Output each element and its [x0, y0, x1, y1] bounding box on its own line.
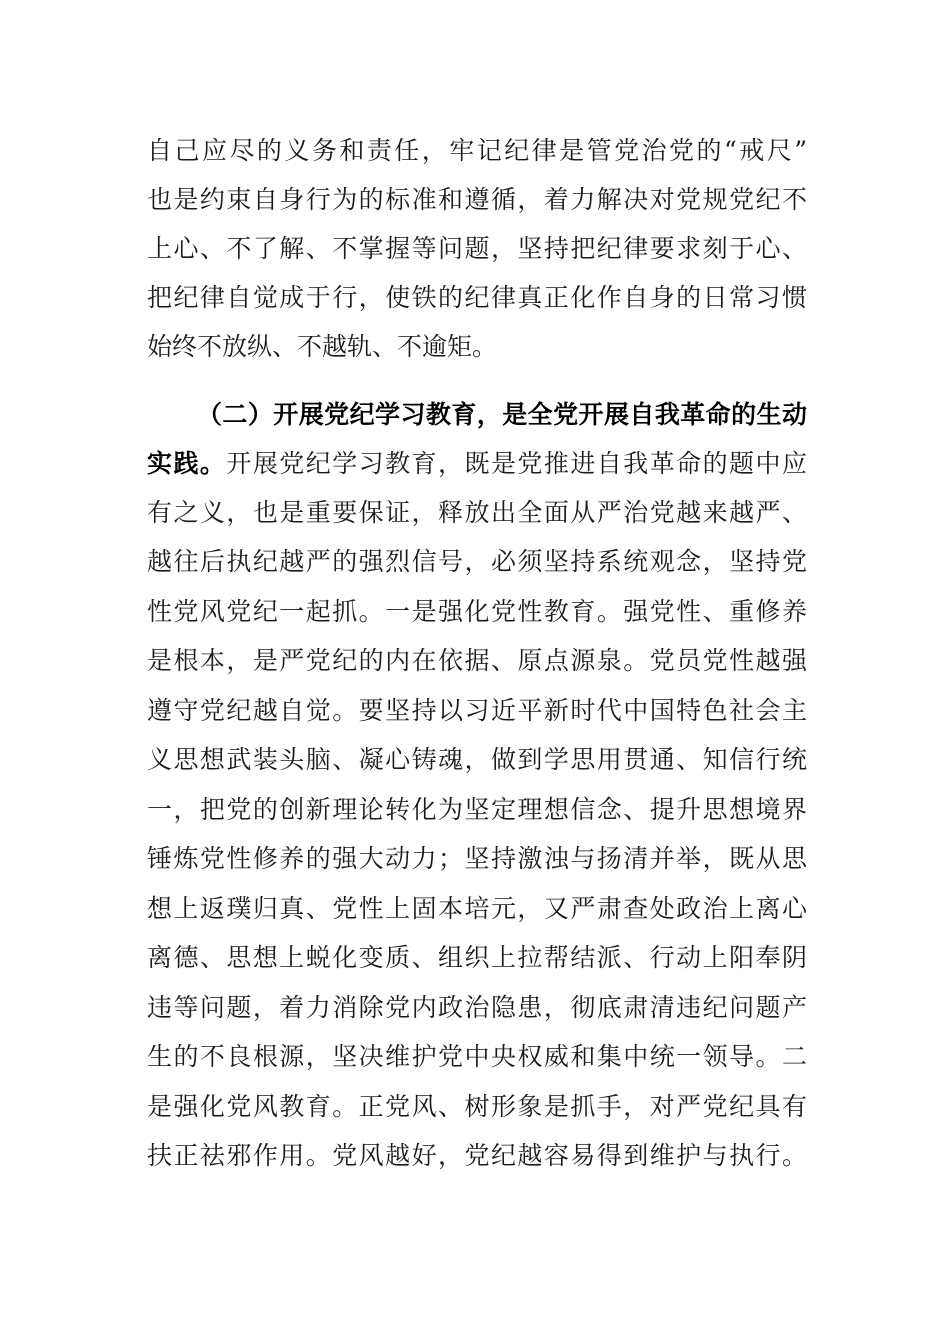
section-heading: （二）开展党纪学习教育，是全党开展自我革命的生动: [197, 400, 807, 429]
paragraph-text: 开展党纪学习教育，既是党推进自我革命的题中应: [226, 449, 807, 478]
paragraph-line: 把纪律自觉成于行，使铁的纪律真正化作自身的日常习惯: [147, 283, 807, 312]
paragraph-line: 遵守党纪越自觉。要坚持以习近平新时代中国特色社会主: [147, 696, 807, 725]
paragraph-line: 违等问题，着力消除党内政治隐患，彻底肃清违纪问题产: [147, 993, 807, 1022]
paragraph-line: 是根本，是严党纪的内在依据、原点源泉。党员党性越强: [147, 646, 807, 675]
paragraph-line: 义思想武装头脑、凝心铸魂，做到学思用贯通、知信行统: [147, 745, 807, 774]
paragraph-line: [147, 439, 807, 489]
paragraph-line: 也是约束自身行为的标准和遵循，着力解决对党规党纪不: [147, 185, 807, 214]
paragraph-line: 越往后执纪越严的强烈信号，必须坚持系统观念，坚持党: [147, 547, 807, 576]
section-heading-end: 实践。: [147, 449, 227, 478]
paragraph-line: 离德、思想上蜕化变质、组织上拉帮结派、行动上阳奉阴: [147, 943, 807, 972]
paragraph-line: 是强化党风教育。正党风、树形象是抓手，对严党纪具有: [147, 1092, 807, 1121]
paragraph-line: 自己应尽的义务和责任，牢记纪律是管党治党的“戒尺”: [147, 136, 807, 165]
paragraph-line: 一，把党的创新理论转化为坚定理想信念、提升思想境界: [147, 795, 807, 824]
paragraph-line: 有之义，也是重要保证，释放出全面从严治党越来越严、: [147, 498, 807, 527]
paragraph-line: 性党风党纪一起抓。一是强化党性教育。强党性、重修养: [147, 597, 807, 626]
paragraph-line: 想上返璞归真、党性上固本培元，又严肃查处政治上离心: [147, 894, 807, 923]
paragraph-line: 上心、不了解、不掌握等问题，坚持把纪律要求刻于心、: [147, 234, 807, 263]
paragraph-line: 生的不良根源，坚决维护党中央权威和集中统一领导。二: [147, 1042, 807, 1071]
paragraph-line: 锤炼党性修养的强大动力；坚持激浊与扬清并举，既从思: [147, 844, 807, 873]
paragraph-line: 扶正祛邪作用。党风越好，党纪越容易得到维护与执行。: [147, 1141, 807, 1170]
paragraph-line: 始终不放纵、不越轨、不逾矩。: [147, 332, 498, 361]
